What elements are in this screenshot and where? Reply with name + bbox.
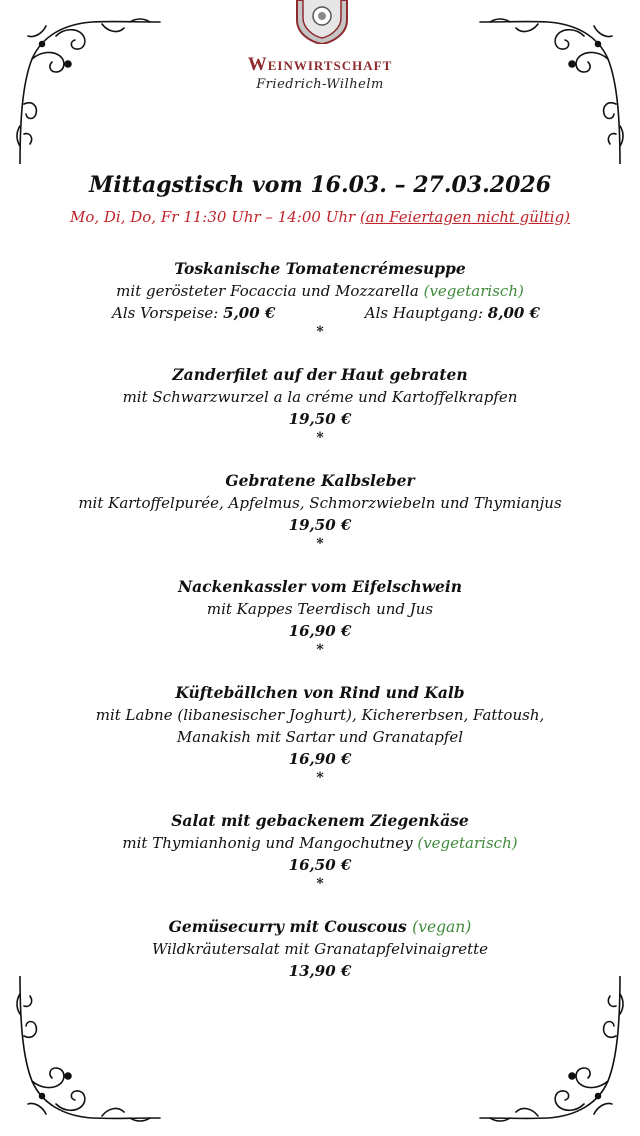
dish-description-line2: Manakish mit Sartar und Granatapfel <box>176 728 464 746</box>
dish-description: mit Schwarzwurzel a la créme und Kartoffelkrapfen <box>122 388 518 406</box>
starter-price <box>112 302 275 324</box>
crest-logo-icon <box>293 0 351 44</box>
dish-item <box>0 364 640 446</box>
vegan-tag: (vegan) <box>412 918 472 936</box>
separator: * <box>316 430 324 446</box>
dish-price: 16,90 € <box>288 750 352 768</box>
opening-hours-text: Mo, Di, Do, Fr 11:30 Uhr – 14:00 Uhr <box>69 208 356 226</box>
dish-name: Gemüsecurry mit Couscous <box>168 917 407 936</box>
separator: * <box>316 770 324 786</box>
separator: * <box>316 536 324 552</box>
vegetarian-tag: (vegetarisch) <box>417 834 518 852</box>
dish-description: Wildkräutersalat mit Granatapfelvinaigrette <box>151 940 489 958</box>
ornament-corner-bottom-left <box>12 976 162 1126</box>
dish-name: Toskanische Tomatencrémesuppe <box>174 259 466 278</box>
dish-description <box>0 832 640 854</box>
dish-name: Gebratene Kalbsleber <box>225 471 415 490</box>
dish-item <box>0 258 640 340</box>
dish-name: Küftebällchen von Rind und Kalb <box>175 683 465 702</box>
separator: * <box>316 324 324 340</box>
ornament-corner-bottom-right <box>478 976 628 1126</box>
dish-price: 19,50 € <box>288 516 352 534</box>
brand-name: Weinwirtschaft <box>247 54 393 75</box>
holiday-note: (an Feiertagen nicht gültig) <box>359 208 571 226</box>
brand-header <box>0 54 640 92</box>
dish-description-text: mit gerösteter Focaccia und Mozzarella <box>116 282 419 300</box>
dish-price: 19,50 € <box>288 410 352 428</box>
dish-description-text: mit Thymianhonig und Mangochutney <box>122 834 413 852</box>
dish-description: mit Labne (libanesischer Joghurt), Kichererbsen, Fattoush, <box>95 706 545 724</box>
dish-item <box>0 682 640 786</box>
starter-label: Als Vorspeise: <box>112 304 219 322</box>
dish-description: mit Kartoffelpurée, Apfelmus, Schmorzwiebeln und Thymianjus <box>78 494 562 512</box>
menu-title: Mittagstisch vom 16.03. – 27.03.2026 <box>88 172 552 198</box>
main-price <box>365 302 540 324</box>
main-label: Als Hauptgang: <box>364 304 484 322</box>
separator: * <box>316 876 324 892</box>
dish-price: 13,90 € <box>288 962 352 980</box>
separator: * <box>316 642 324 658</box>
opening-hours <box>0 208 640 226</box>
dish-item <box>0 470 640 552</box>
brand-subtitle: Friedrich-Wilhelm <box>256 77 384 92</box>
dish-item <box>0 576 640 658</box>
dish-description <box>0 280 640 302</box>
dish-name-line <box>0 916 640 938</box>
starter-price-value: 5,00 € <box>223 304 276 322</box>
vegetarian-tag: (vegetarisch) <box>423 282 524 300</box>
dish-item <box>0 810 640 892</box>
dish-name: Nackenkassler vom Eifelschwein <box>177 577 463 596</box>
dish-price: 16,50 € <box>288 856 352 874</box>
main-price-value: 8,00 € <box>487 304 540 322</box>
dish-item <box>0 916 640 982</box>
dish-name: Zanderfilet auf der Haut gebraten <box>172 365 468 384</box>
menu-header <box>0 172 640 226</box>
dish-description: mit Kappes Teerdisch und Jus <box>206 600 434 618</box>
dish-price: 16,90 € <box>288 622 352 640</box>
dish-name: Salat mit gebackenem Ziegenkäse <box>171 811 469 830</box>
dish-price-options <box>0 302 640 324</box>
